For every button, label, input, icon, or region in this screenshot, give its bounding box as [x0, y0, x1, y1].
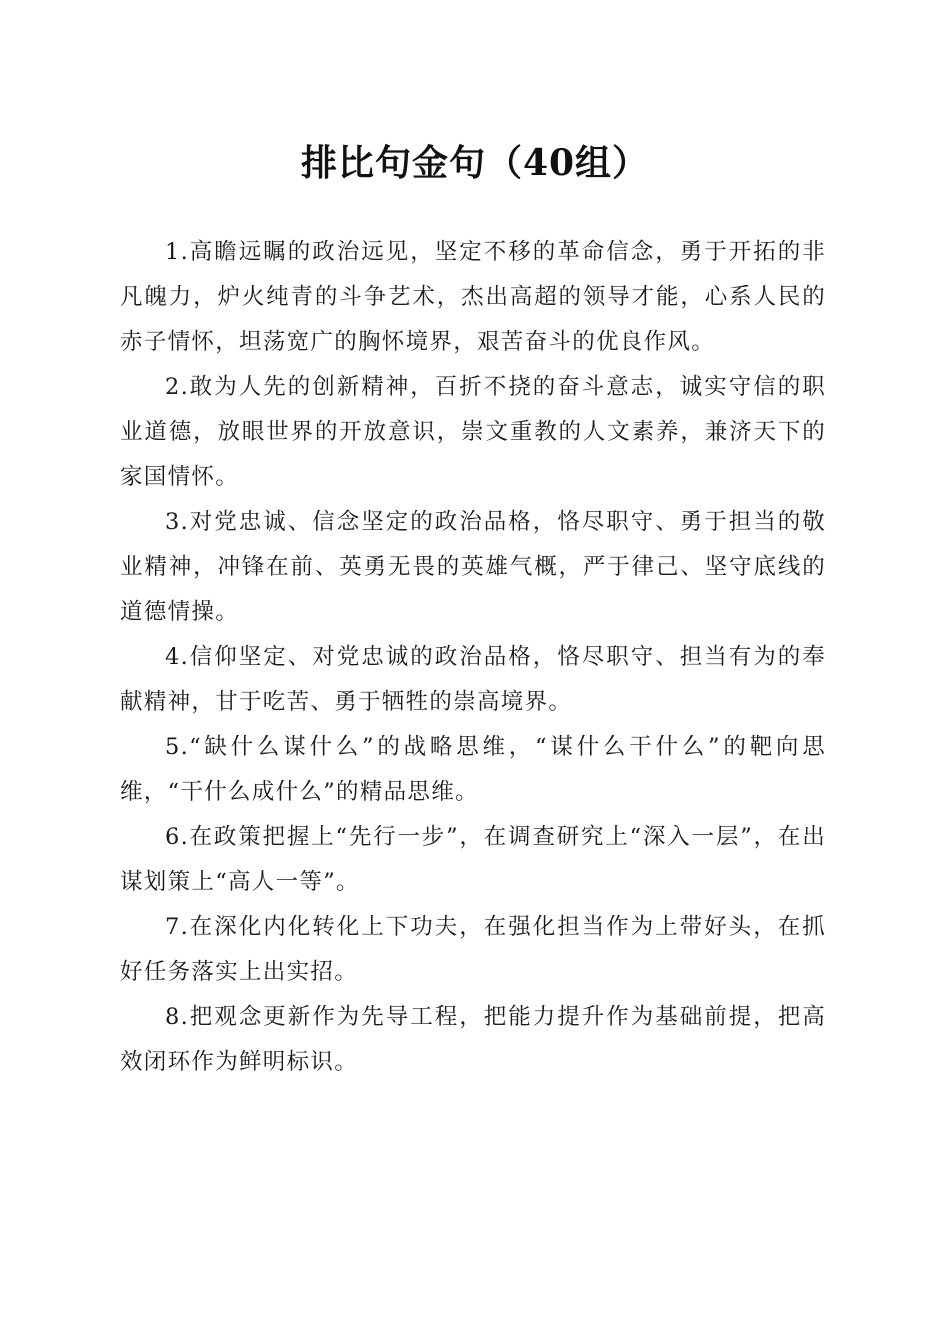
paragraph-5: 5.“缺什么谋什么”的战略思维，“谋什么干什么”的靶向思维，“干什么成什么”的精品思维。 — [120, 734, 826, 805]
paragraph-3: 3.对党忠诚、信念坚定的政治品格，恪尽职守、勇于担当的敬业精神，冲锋在前、英勇无畏的英雄气概，严于律己、坚守底线的道德情操。 — [120, 509, 826, 625]
document-title: 排比句金句（40组） — [300, 142, 650, 184]
paragraph-6: 6.在政策把握上“先行一步”，在调查研究上“深入一层”，在出谋划策上“高人一等”。 — [120, 824, 826, 895]
paragraph-2: 2.敢为人先的创新精神，百折不挠的奋斗意志，诚实守信的职业道德，放眼世界的开放意识，崇文重教的人文素养，兼济天下的家国情怀。 — [120, 374, 826, 490]
paragraph-7: 7.在深化内化转化上下功夫，在强化担当作为上带好头，在抓好任务落实上出实招。 — [120, 914, 826, 985]
paragraph-8: 8.把观念更新作为先导工程，把能力提升作为基础前提，把高效闭环作为鲜明标识。 — [120, 1004, 826, 1075]
paragraph-4: 4.信仰坚定、对党忠诚的政治品格，恪尽职守、担当有为的奉献精神，甘于吃苦、勇于牺牲的崇高境界。 — [120, 644, 826, 715]
document-body — [120, 230, 826, 1085]
paragraph-1: 1.高瞻远瞩的政治远见，坚定不移的革命信念，勇于开拓的非凡魄力，炉火纯青的斗争艺术，杰出高超的领导才能，心系人民的赤子情怀，坦荡宽广的胸怀境界，艰苦奋斗的优良作风。 — [120, 239, 826, 355]
